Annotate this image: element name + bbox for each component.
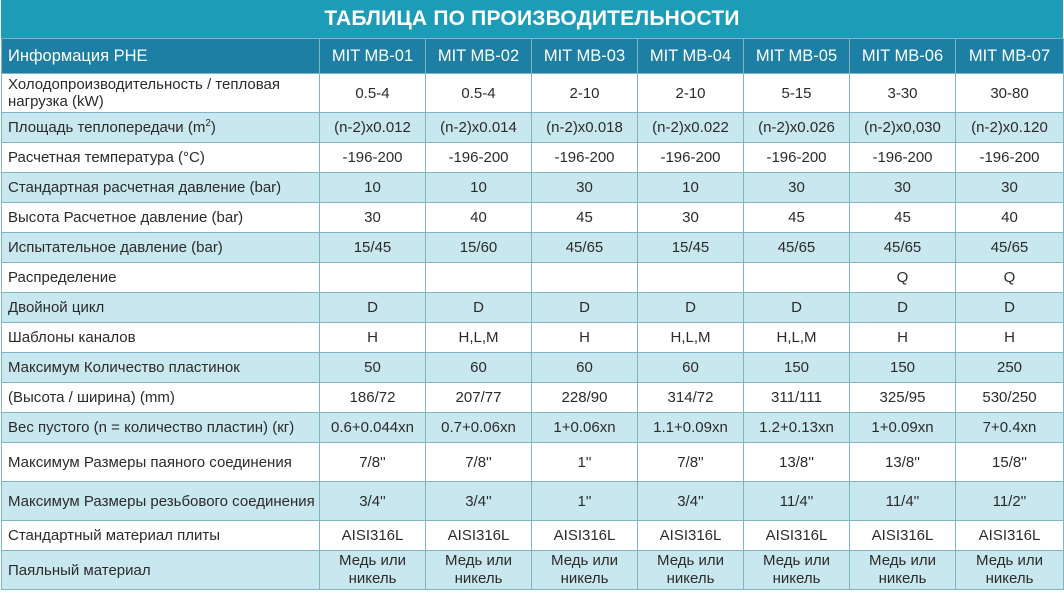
cell-value: 30: [532, 173, 638, 203]
cell-value: [426, 263, 532, 293]
cell-value: 530/250: [956, 383, 1064, 413]
cell-value: H,L,M: [638, 323, 744, 353]
cell-value: [744, 263, 850, 293]
cell-value: -196-200: [850, 143, 956, 173]
cell-value: 13/8'': [744, 443, 850, 482]
cell-value: 11/4'': [850, 482, 956, 521]
cell-value: 40: [956, 203, 1064, 233]
cell-value: 325/95: [850, 383, 956, 413]
cell-value: Медь или никель: [956, 551, 1064, 590]
cell-value: D: [532, 293, 638, 323]
cell-value: D: [744, 293, 850, 323]
table-row: [2, 143, 1064, 173]
cell-value: -196-200: [320, 143, 426, 173]
table-row: [2, 521, 1064, 551]
table-row: [2, 482, 1064, 521]
table-row: [2, 353, 1064, 383]
row-label: Стандартный материал плиты: [2, 521, 320, 551]
cell-value: AISI316L: [956, 521, 1064, 551]
cell-value: 45/65: [956, 233, 1064, 263]
cell-value: 45/65: [744, 233, 850, 263]
cell-value: 45: [744, 203, 850, 233]
cell-value: 30-80: [956, 74, 1064, 113]
cell-value: [638, 263, 744, 293]
table-row: [2, 113, 1064, 143]
cell-value: AISI316L: [532, 521, 638, 551]
cell-value: D: [320, 293, 426, 323]
cell-value: 311/111: [744, 383, 850, 413]
cell-value: 10: [426, 173, 532, 203]
cell-value: 30: [850, 173, 956, 203]
table-row: [2, 74, 1064, 113]
cell-value: D: [426, 293, 532, 323]
cell-value: 13/8'': [850, 443, 956, 482]
row-label: Максимум Размеры паяного соединения: [2, 443, 320, 482]
row-label-end: ): [210, 119, 216, 136]
cell-value: (n-2)x0.012: [320, 113, 426, 143]
cell-value: 15/45: [320, 233, 426, 263]
cell-value: AISI316L: [850, 521, 956, 551]
cell-value: 2-10: [638, 74, 744, 113]
cell-value: (n-2)x0.026: [744, 113, 850, 143]
cell-value: (n-2)x0.014: [426, 113, 532, 143]
cell-value: -196-200: [532, 143, 638, 173]
cell-value: 250: [956, 353, 1064, 383]
cell-value: 10: [320, 173, 426, 203]
cell-value: 11/2'': [956, 482, 1064, 521]
cell-value: 15/60: [426, 233, 532, 263]
cell-value: Медь или никель: [532, 551, 638, 590]
row-label: Максимум Размеры резьбового соединения: [2, 482, 320, 521]
cell-value: 228/90: [532, 383, 638, 413]
cell-value: 30: [320, 203, 426, 233]
cell-value: 150: [744, 353, 850, 383]
cell-value: 150: [850, 353, 956, 383]
cell-value: 60: [638, 353, 744, 383]
cell-value: -196-200: [426, 143, 532, 173]
cell-value: 7/8'': [638, 443, 744, 482]
table-row: [2, 293, 1064, 323]
table-row: [2, 443, 1064, 482]
cell-value: 5-15: [744, 74, 850, 113]
cell-value: H: [320, 323, 426, 353]
cell-value: 1+0.09xn: [850, 413, 956, 443]
table-row: [2, 551, 1064, 590]
performance-table-container: [1, 0, 1063, 606]
cell-value: (n-2)x0.022: [638, 113, 744, 143]
cell-value: [320, 263, 426, 293]
cell-value: 50: [320, 353, 426, 383]
cell-value: 30: [638, 203, 744, 233]
cell-value: 3/4'': [320, 482, 426, 521]
cell-value: 1.1+0.09xn: [638, 413, 744, 443]
cell-value: H: [850, 323, 956, 353]
cell-value: (n-2)x0.018: [532, 113, 638, 143]
cell-value: H,L,M: [744, 323, 850, 353]
cell-value: 45: [532, 203, 638, 233]
header-model: MIT MB-05: [744, 39, 850, 74]
row-label: Холодопроизводительность / тепловая нагрузка (kW): [2, 74, 320, 113]
row-label: Высота Расчетное давление (bar): [2, 203, 320, 233]
cell-value: 0.7+0.06xn: [426, 413, 532, 443]
cell-value: -196-200: [638, 143, 744, 173]
header-model: MIT MB-04: [638, 39, 744, 74]
cell-value: 15/45: [638, 233, 744, 263]
row-label-superscript: 2: [205, 118, 211, 129]
cell-value: AISI316L: [320, 521, 426, 551]
cell-value: 0.5-4: [320, 74, 426, 113]
cell-value: 186/72: [320, 383, 426, 413]
cell-value: 1'': [532, 443, 638, 482]
row-label: Шаблоны каналов: [2, 323, 320, 353]
table-row: [2, 173, 1064, 203]
performance-table: [1, 38, 1064, 590]
cell-value: AISI316L: [638, 521, 744, 551]
row-label: Вес пустого (n = количество пластин) (кг): [2, 413, 320, 443]
table-title: ТАБЛИЦА ПО ПРОИЗВОДИТЕЛЬНОСТИ: [1, 0, 1063, 38]
cell-value: 0.6+0.044xn: [320, 413, 426, 443]
cell-value: 7/8'': [426, 443, 532, 482]
cell-value: Медь или никель: [850, 551, 956, 590]
cell-value: 60: [426, 353, 532, 383]
header-model: MIT MB-03: [532, 39, 638, 74]
cell-value: 40: [426, 203, 532, 233]
cell-value: Q: [850, 263, 956, 293]
cell-value: 3-30: [850, 74, 956, 113]
cell-value: 11/4'': [744, 482, 850, 521]
cell-value: 30: [744, 173, 850, 203]
cell-value: 1.2+0.13xn: [744, 413, 850, 443]
row-label: Испытательное давление (bar): [2, 233, 320, 263]
cell-value: 60: [532, 353, 638, 383]
cell-value: 0.5-4: [426, 74, 532, 113]
cell-value: 3/4'': [426, 482, 532, 521]
cell-value: 45: [850, 203, 956, 233]
cell-value: 3/4'': [638, 482, 744, 521]
row-label-main: Площадь теплопередачи (m: [8, 119, 206, 136]
cell-value: D: [956, 293, 1064, 323]
header-model: MIT MB-06: [850, 39, 956, 74]
cell-value: AISI316L: [426, 521, 532, 551]
table-row: [2, 413, 1064, 443]
header-model: MIT MB-01: [320, 39, 426, 74]
cell-value: Медь или никель: [320, 551, 426, 590]
cell-value: 1+0.06xn: [532, 413, 638, 443]
cell-value: 45/65: [532, 233, 638, 263]
cell-value: 7/8'': [320, 443, 426, 482]
cell-value: -196-200: [744, 143, 850, 173]
row-label: Распределение: [2, 263, 320, 293]
header-model: MIT MB-02: [426, 39, 532, 74]
table-row: [2, 323, 1064, 353]
cell-value: D: [850, 293, 956, 323]
row-label: Двойной цикл: [2, 293, 320, 323]
cell-value: 207/77: [426, 383, 532, 413]
table-row: [2, 383, 1064, 413]
cell-value: H: [532, 323, 638, 353]
cell-value: (n-2)x0,030: [850, 113, 956, 143]
table-row: [2, 203, 1064, 233]
row-label: (Высота / ширина) (mm): [2, 383, 320, 413]
cell-value: Медь или никель: [744, 551, 850, 590]
cell-value: D: [638, 293, 744, 323]
cell-value: H,L,M: [426, 323, 532, 353]
cell-value: Медь или никель: [426, 551, 532, 590]
cell-value: H: [956, 323, 1064, 353]
cell-value: 7+0.4xn: [956, 413, 1064, 443]
row-label: [2, 113, 320, 143]
cell-value: Медь или никель: [638, 551, 744, 590]
table-row: [2, 263, 1064, 293]
cell-value: (n-2)x0.120: [956, 113, 1064, 143]
cell-value: Q: [956, 263, 1064, 293]
cell-value: [532, 263, 638, 293]
header-row: [2, 39, 1064, 74]
cell-value: 1'': [532, 482, 638, 521]
table-row: [2, 233, 1064, 263]
row-label: Расчетная температура (°C): [2, 143, 320, 173]
header-model: MIT MB-07: [956, 39, 1064, 74]
cell-value: 45/65: [850, 233, 956, 263]
cell-value: AISI316L: [744, 521, 850, 551]
row-label: Паяльный материал: [2, 551, 320, 590]
row-label: Стандартная расчетная давление (bar): [2, 173, 320, 203]
cell-value: 2-10: [532, 74, 638, 113]
cell-value: 10: [638, 173, 744, 203]
cell-value: 314/72: [638, 383, 744, 413]
header-info: Информация PHE: [2, 39, 320, 74]
row-label: Максимум Количество пластинок: [2, 353, 320, 383]
cell-value: 30: [956, 173, 1064, 203]
cell-value: -196-200: [956, 143, 1064, 173]
cell-value: 15/8'': [956, 443, 1064, 482]
